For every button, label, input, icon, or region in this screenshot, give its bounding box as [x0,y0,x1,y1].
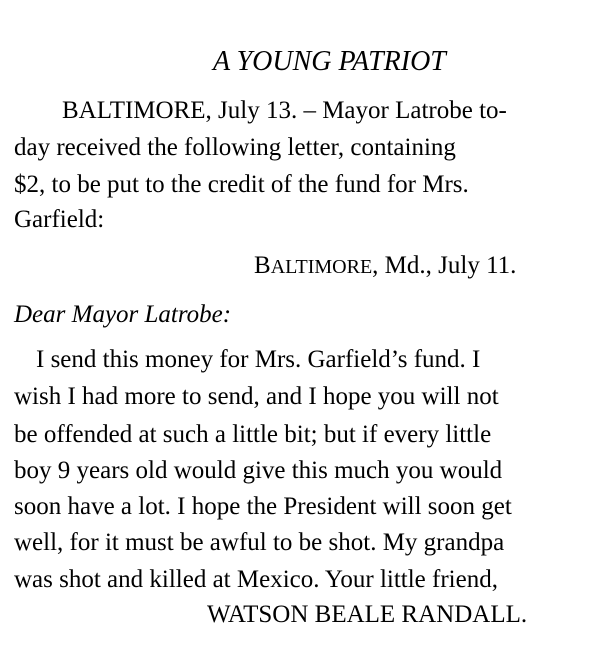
letter-line: was shot and killed at Mexico. Your little friend, [14,566,498,593]
letter-line: boy 9 years old would give this much you would [14,457,503,484]
letter-line: be offended at such a little bit; but if every little [14,421,492,448]
letter-salutation: Dear Mayor Latrobe: [14,301,232,328]
intro-line: day received the following letter, containing [14,134,456,161]
dateline-place-rest: ALTIMORE [270,256,373,278]
letter-signature: WATSON BEALE RANDALL. [207,601,528,628]
letter-line: I send this money for Mrs. Garfield’s fund. I [36,346,481,373]
letter-dateline [254,251,516,282]
dateline-place-initial: B [254,252,271,279]
intro-line: Garfield: [14,206,105,233]
letter-line: well, for it must be awful to be shot. My grandpa [14,529,505,556]
article-title: A YOUNG PATRIOT [213,46,446,77]
dateline-rest: , Md., July 11. [372,252,517,279]
intro-line: BALTIMORE, July 13. – Mayor Latrobe to- [62,97,507,124]
letter-line: soon have a lot. I hope the President will soon get [14,493,512,520]
intro-line: $2, to be put to the credit of the fund for Mrs. [14,171,469,198]
letter-line: wish I had more to send, and I hope you will not [14,383,499,410]
